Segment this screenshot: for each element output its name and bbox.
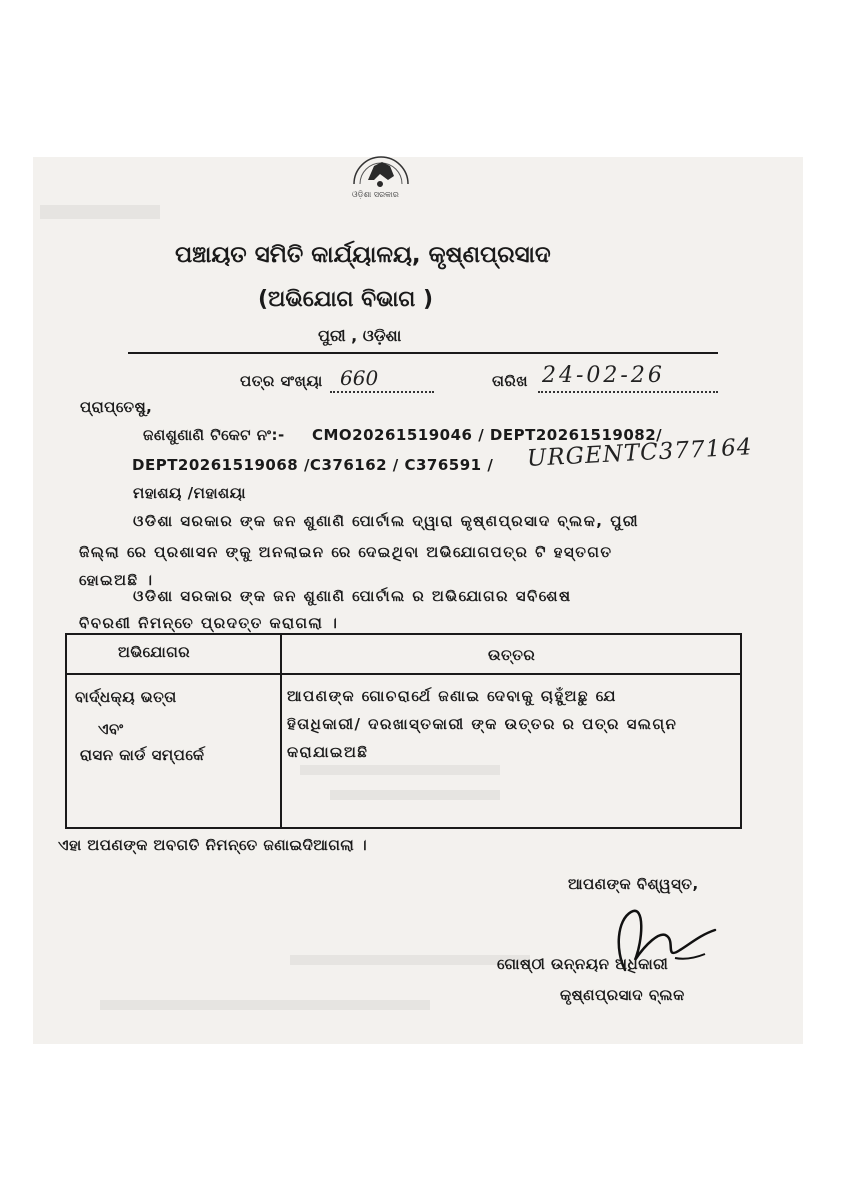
emblem-caption: ଓଡ଼ିଶା ସରକାର xyxy=(352,190,399,199)
table-bottom-border xyxy=(65,827,742,829)
date-value: 24-02-26 xyxy=(542,363,665,388)
date-label: ତାରିଖ xyxy=(492,372,529,390)
valediction: ଆପଣଙ୍କ ବିଶ୍ୱସ୍ତ, xyxy=(568,875,699,893)
bleed-through-mark xyxy=(290,955,530,965)
complaint-subject-line2: ଏବଂ xyxy=(98,720,124,738)
signatory-title: ଗୋଷ୍ଠୀ ଉନ୍ନୟନ ଅଧିକାରୀ xyxy=(497,955,669,973)
emblem xyxy=(340,150,422,208)
answer-line2: ହିତାଧିକାରୀ/ ଦରଖାସ୍ତକାରୀ ଙ୍କ ଉତ୍ତର ର ପତ୍ର ସଲଗ୍ନ xyxy=(287,715,678,733)
table-header-border xyxy=(65,673,740,675)
letter-number-field xyxy=(330,366,434,393)
table-left-border xyxy=(65,633,67,828)
closing-line: ଏହା ଅପଣଙ୍କ ଅବଗତି ନିମନ୍ତେ ଜଣାଇଦିଆଗଲା । xyxy=(58,836,368,854)
bleed-through-mark xyxy=(40,205,160,219)
letter-number-value: 660 xyxy=(340,366,379,390)
location-heading: ପୁରୀ , ଓଡ଼ିଶା xyxy=(318,326,402,345)
bleed-through-mark xyxy=(100,1000,430,1010)
body-para1-line1: ଓଡିଶା ସରକାର ଙ୍କ ଜନ ଶୁଣାଣି ପୋର୍ଟାଲ ଦ୍ୱାରା କୃଷ୍ଣପ୍ରସାଦ ବ୍ଲକ, ପୁରୀ xyxy=(133,512,640,530)
answer-line1: ଆପଣଙ୍କ ଗୋଚରାର୍ଥେ ଜଣାଇ ଦେବାକୁ ଚାହୁଁଅଛୁ ଯେ xyxy=(287,687,617,705)
table-top-border xyxy=(65,633,740,635)
ticket-numbers-line1: CMO20261519046 / DEPT20261519082/ xyxy=(312,426,663,444)
date-field xyxy=(538,363,718,393)
body-para2-line2: ବିବରଣୀ ନିମନ୍ତେ ପ୍ରଦତ୍ତ କରାଗଲା । xyxy=(79,614,339,632)
salutation: ମହାଶୟ /ମହାଶୟା xyxy=(133,484,246,502)
answer-line3: କରାଯାଇଅଛି xyxy=(287,743,369,761)
office-heading: ପଞ୍ଚାୟତ ସମିତି କାର୍ଯ୍ୟାଳୟ, କୃଷ୍ଣପ୍ରସାଦ xyxy=(175,242,551,268)
bleed-through-mark xyxy=(330,790,500,800)
table-header-answer: ଉତ୍ତର xyxy=(488,646,536,664)
body-para1-line2: ଜିଲ୍ଲା ରେ ପ୍ରଶାସନ ଙ୍କୁ ଅନଲାଇନ ରେ ଦେଇଥିବା ଅଭିଯୋଗପତ୍ର ଟି ହସ୍ତଗତ xyxy=(79,543,613,561)
signatory-block: କୃଷ୍ଣପ୍ରସାଦ ବ୍ଲକ xyxy=(560,986,685,1004)
complaint-subject-line1: ବାର୍ଦ୍ଧକ୍ୟ ଭତ୍ତା xyxy=(75,688,177,706)
table-column-divider xyxy=(280,633,282,828)
ticket-numbers-line2: DEPT20261519068 /C376162 / C376591 / xyxy=(132,456,494,474)
letter-number-label: ପତ୍ର ସଂଖ୍ୟା xyxy=(240,372,323,390)
recipient-line: ପ୍ରାପ୍ତେଷୁ, xyxy=(80,398,153,416)
body-para1-line3: ହୋଇଅଛି । xyxy=(79,571,154,589)
ticket-label: ଜଣଶୁଣାଣି ଟିକେଟ ନଂ:- xyxy=(143,426,285,444)
handwritten-ticket-note: URGENTC377164 xyxy=(526,434,754,472)
body-para2-line1: ଓଡିଶା ସରକାର ଙ୍କ ଜନ ଶୁଣାଣି ପୋର୍ଟାଲ ର ଅଭିଯୋଗର ସବିଶେଷ xyxy=(133,587,572,605)
department-heading: (ଅଭିଯୋଗ ବିଭାଗ ) xyxy=(258,287,434,312)
complaint-subject-line3: ରାସନ କାର୍ଡ ସମ୍ପର୍କେ xyxy=(80,746,205,764)
header-divider xyxy=(128,352,718,354)
bleed-through-mark xyxy=(300,765,500,775)
table-right-border xyxy=(740,633,742,828)
table-header-complaint: ଅଭିଯୋଗର xyxy=(118,643,191,661)
